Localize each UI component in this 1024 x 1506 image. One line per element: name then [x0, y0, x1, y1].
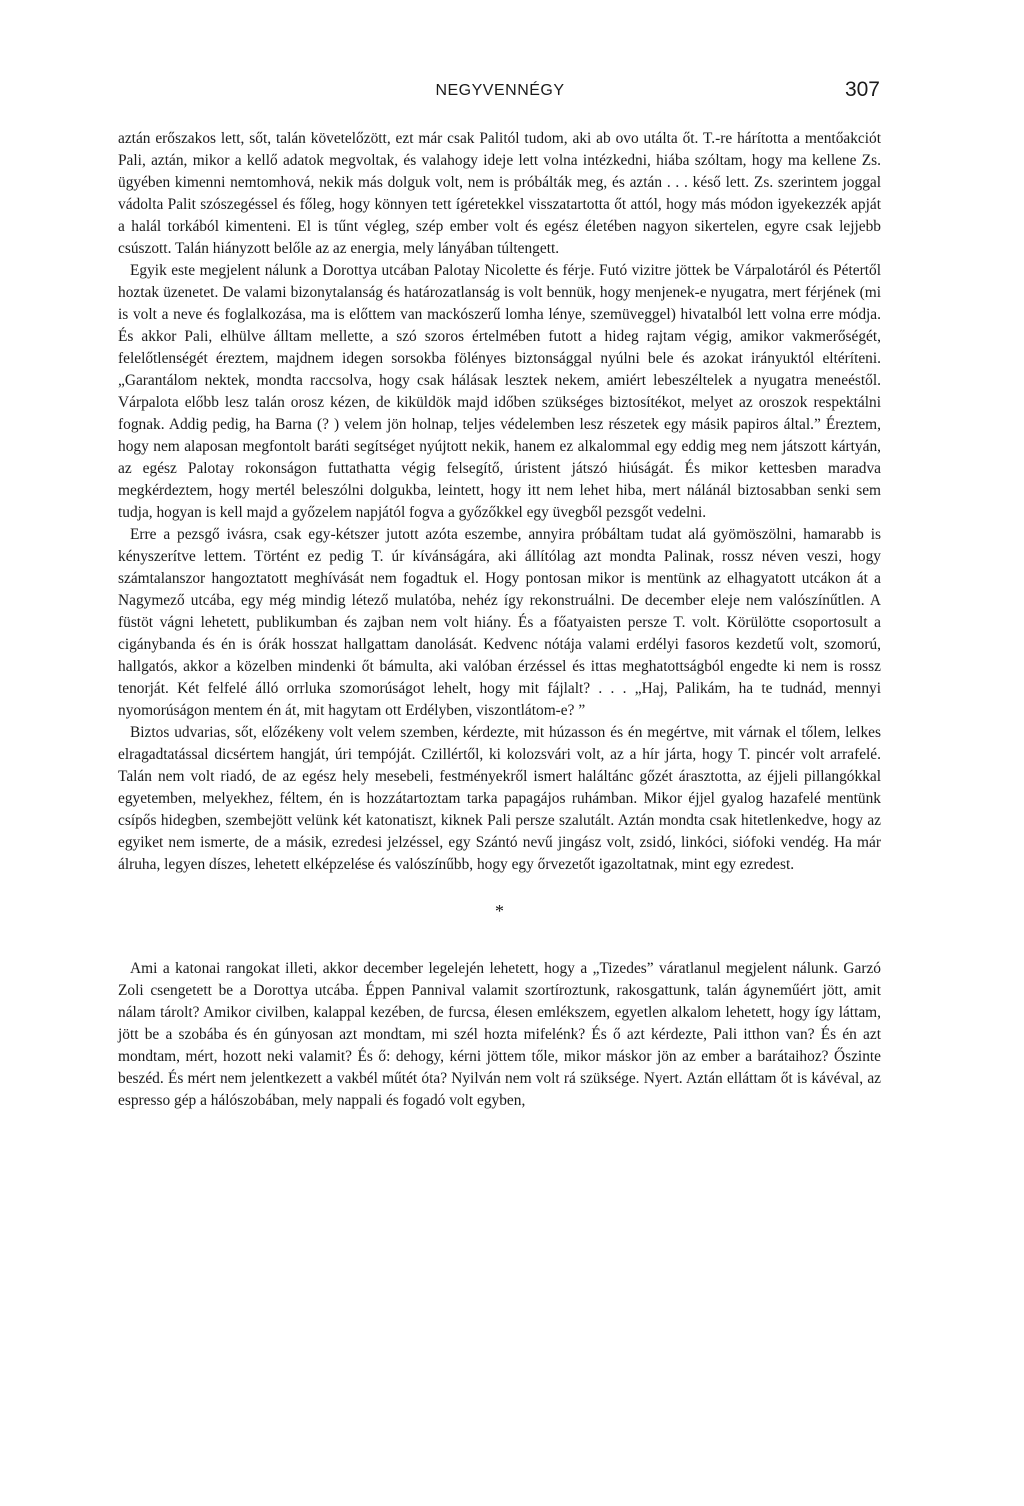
running-title: NEGYVENNÉGY: [435, 82, 565, 99]
paragraph: Biztos udvarias, sőt, előzékeny volt velem szemben, kérdezte, mit húzasson és én megértve, mit várnak el tőlem, lelkes elragadtatással dicsértem hangját, úri tempóját. Czillértől, ki kolozsvári volt, az a hír járta, hogy T. pincér volt arrafelé. Talán nem volt riadó, de az egész hely mesebeli, festményekről ismert haláltánc gőzét árasztotta, az éjjeli pillangókkal egyetemben, melyekhez, féltem, én is hozzátartoztam tarka papagájos ruhámban. Mikor éjjel gyalog hazafelé mentünk csípős hidegben, szembejött velünk két katonatiszt, kiknek Pali persze szalutált. Aztán mondta csak hitetlenkedve, hogy az egyiket nem ismerte, de a másik, ezredesi jelzéssel, egy Szántó nevű jingász volt, zsidó, linkóci, siófoki vendég. Ha már álruha, legyen díszes, lehetett elképzelése és valószínűbb, hogy egy őrvezetőt igazoltatnak, mint egy ezredest.: [118, 724, 881, 873]
body-text: [118, 128, 881, 1112]
paragraph: Ami a katonai rangokat illeti, akkor december legelején lehetett, hogy a „Tizedes” váratlanul megjelent nálunk. Garzó Zoli csengetett be a Dorottya utcába. Éppen Pannival valamit szortíroztunk, rakosgattunk, talán ágyneműért jött, amit nálam tárolt? Amikor civilben, kalappal kezében, de furcsa, élesen emlékszem, egyetlen alkalom lehetett, hogy így láttam, jött be a szobába és én gúnyosan azt mondtam, mi szél hozta mifelénk? És ő azt kérdezte, Pali itthon van? És én azt mondtam, mért, hozott neki valamit? És ő: dehogy, kérni jöttem tőle, mikor máskor jön az ember a barátaihoz? Őszinte beszéd. És mért nem jelentkezett a vakbél műtét óta? Nyilván nem volt rá szüksége. Nyert. Aztán elláttam őt is kávéval, az espresso gép a hálószobában, mely nappali és fogadó volt egyben,: [118, 960, 881, 1109]
paragraph: Egyik este megjelent nálunk a Dorottya utcában Palotay Nicolette és férje. Futó vizitre jöttek be Várpalotáról és Pétertől hoztak üzenetet. De valami bizonytalanság és határozatlanság is volt bennük, hogy menjenek-e nyugatra, mert férjének (mi is volt a neve és foglalkozása, ma is előttem van mackószerű lomha lénye, szemüveggel) hivatalból lett volna erre módja. És akkor Pali, elhülve álltam mellette, a szó szoros értelmében futott a hideg rajtam végig, amikor vakmerőségét, felelőtlenségét éreztem, majdnem idegen sorsokba fölényes biztonsággal nyúlni bele és azokat irányuktól eltéríteni. „Garantálom nektek, mondta raccsolva, hogy csak hálásak lesztek nekem, amiért lebeszéltelek a nyugatra meneéstől. Várpalota előbb lesz talán orosz kézen, de kiküldök majd időben szükséges biztosítékot, melyet az oroszok respektálni fognak. Addig pedig, ha Barna (? ) velem jön holnap, teljes védelemben lesz részetek egy másik papiros által.” Éreztem, hogy nem alaposan megfontolt baráti segítséget nyújtott nekik, hanem ez alkalommal egy eddig meg nem játszott kártyán, az egész Palotay rokonságon futtathatta végig felsegítő, úristent játszó hiúságát. És mikor kettesben maradva megkérdeztem, hogy mertél beleszólni dolgukba, leintett, hogy itt nem lehet hiba, mert nálánál biztosabban senki sem tudja, hogyan is kell majd a győzelem napjától fogva a győzőkkel egy üvegből pezsgőt vedelni.: [118, 262, 881, 521]
paragraph: aztán erőszakos lett, sőt, talán követelőzött, ezt már csak Palitól tudom, aki ab ovo utálta őt. T.-re hárította a mentőakciót Pali, aztán, mikor a kellő adatok megvoltak, és valahogy ideje lett volna intézkedni, hiába szóltam, hogy ma kellene Zs. ügyében kimenni nemtomhová, nekik más dolguk volt, nem is próbálták meg, és aztán . . . késő lett. Zs. szerintem joggal vádolta Palit szószegéssel és főleg, hogy könnyen tett ígéretekkel visszatartotta őt attól, hogy más módon igyekezzék apját a halál torkából kimenteni. El is tűnt végleg, szép ember volt és egész életében nagyon sikertelen, egyre csak lejjebb csúszott. Talán hiányzott belőle az az energia, mely lányában túltengett.: [118, 130, 881, 257]
running-head: [120, 78, 880, 112]
page-number: 307: [844, 78, 880, 101]
paragraph: Erre a pezsgő ivásra, csak egy-kétszer jutott azóta eszembe, annyira próbáltam tudat alá gyömöszölni, hamarabb is kényszerítve lettem. Történt ez pedig T. úr kívánságára, aki állítólag azt mondta Palinak, rossz néven veszi, hogy számtalanszor hangoztatott meghívását nem fogadtuk el. Hogy pontosan mikor is mentünk az elhagyatott utcákon át a Nagymező utcába, egy még mindig létező mulatóba, nehéz így rekonstruálni. De december eleje nem valószínűtlen. A füstöt vágni lehetett, publikumban és zajban nem volt hiány. És a főatyaisten persze T. volt. Körülötte csoportosult a cigánybanda és én is órák hosszat hallgattam danolását. Kedvenc nótája valami erdélyi fasoros kezdetű volt, szomorú, hallgatós, akkor a közelben mindenki őt bámulta, aki valóban érzéssel és ittas meghatottságból engedte ki nem is rossz tenorját. Két felfelé álló orrluka szomorúságot lehelt, hogy mit fájlalt? . . . „Haj, Palikám, ha te tudnád, mennyi nyomorúságon mentem én át, mit hagytam ott Erdélyben, viszontlátom-e? ”: [118, 526, 881, 719]
section-separator: *: [495, 901, 504, 921]
